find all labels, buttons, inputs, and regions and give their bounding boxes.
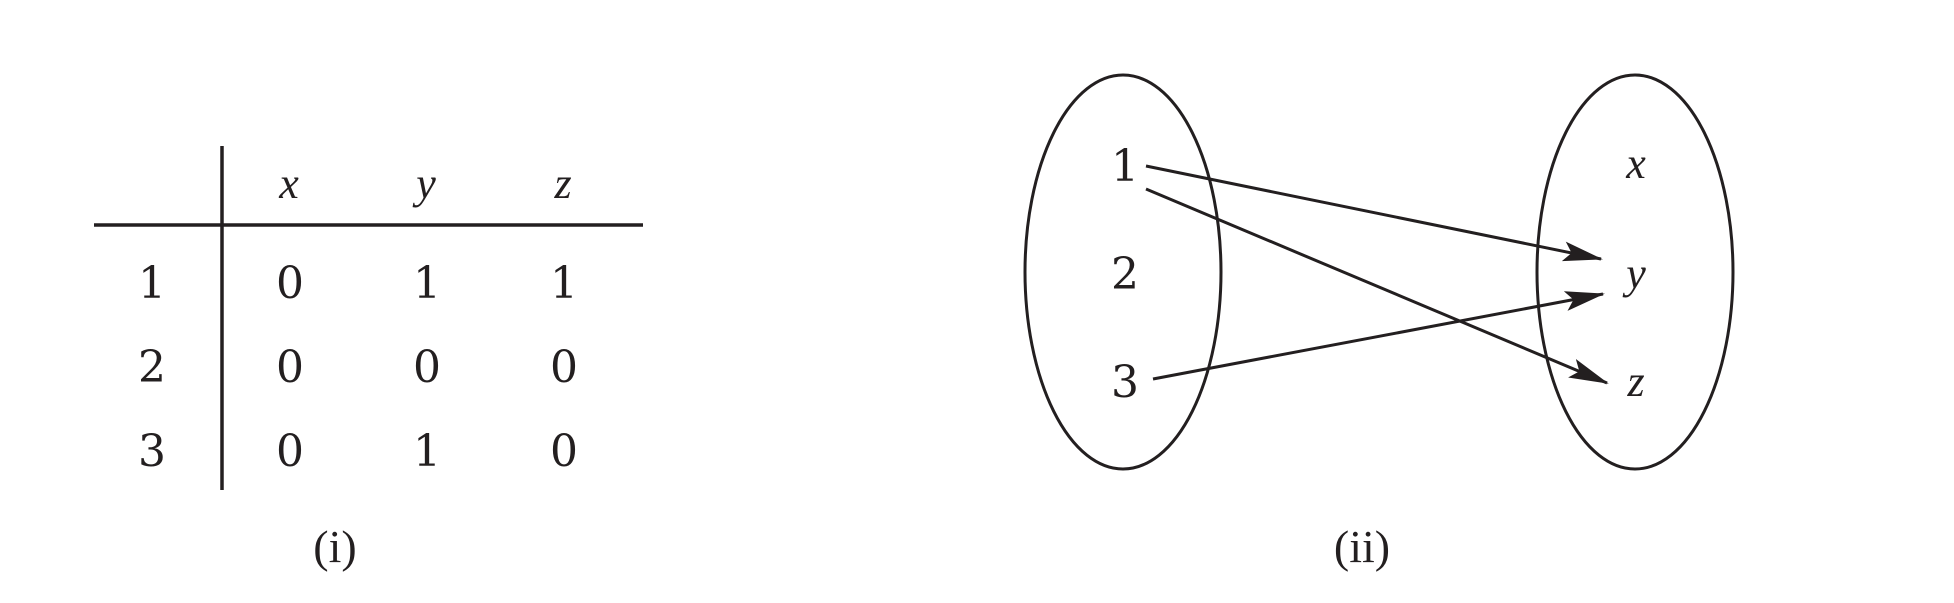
table-cell: 1 — [550, 258, 578, 309]
relation-table — [94, 146, 643, 572]
table-cell: 0 — [413, 342, 441, 393]
table-cell: 0 — [276, 426, 304, 477]
column-header-y: y — [416, 159, 436, 208]
arrow-diagram — [1025, 75, 1733, 572]
caption-ii: (ii) — [1333, 521, 1391, 572]
row-header-3: 3 — [138, 426, 166, 477]
table-cell: 0 — [550, 426, 578, 477]
table-cell: 0 — [276, 342, 304, 393]
table-cell: 0 — [276, 258, 304, 309]
domain-element-3: 3 — [1111, 357, 1139, 408]
codomain-element-y: y — [1626, 249, 1646, 298]
table-cell: 0 — [550, 342, 578, 393]
row-header-1: 1 — [138, 258, 166, 309]
domain-element-2: 2 — [1111, 249, 1139, 300]
column-header-x: x — [279, 159, 299, 208]
domain-element-1: 1 — [1111, 141, 1139, 192]
codomain-element-z: z — [1627, 357, 1645, 406]
table-cell: 1 — [413, 426, 441, 477]
column-header-z: z — [554, 159, 572, 208]
caption-i: (i) — [313, 521, 357, 572]
row-header-2: 2 — [138, 342, 166, 393]
codomain-element-x: x — [1626, 139, 1646, 188]
arrow-1-to-y — [1146, 166, 1601, 259]
table-cell: 1 — [413, 258, 441, 309]
